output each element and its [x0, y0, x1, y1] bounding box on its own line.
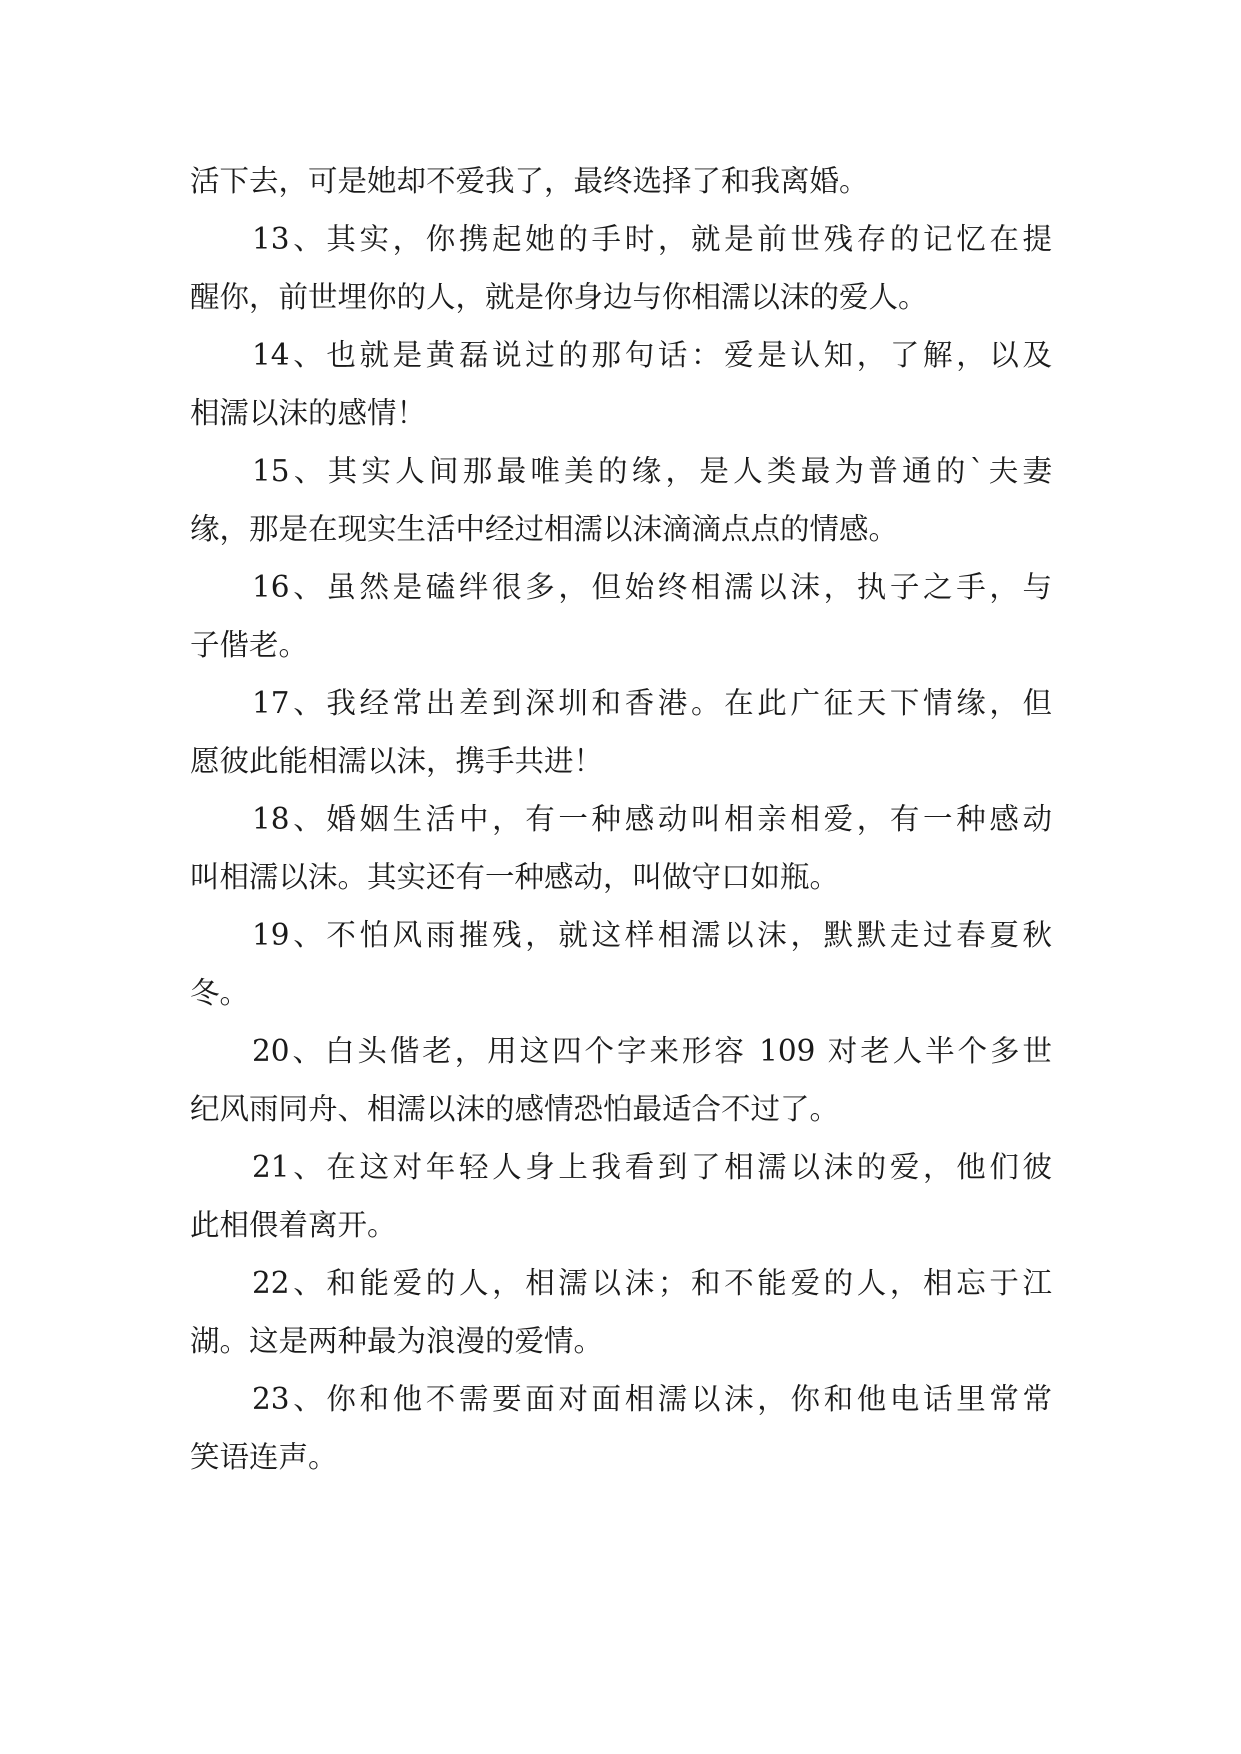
- paragraph-17-line-1: 17、我经常出差到深圳和香港。在此广征天下情缘，但: [252, 686, 1052, 720]
- paragraph-16-line-2: 子偕老。: [190, 628, 309, 662]
- paragraph-22-line-2: 湖。这是两种最为浪漫的爱情。: [190, 1324, 604, 1358]
- paragraph-19-line-1: 19、不怕风雨摧残，就这样相濡以沫，默默走过春夏秋: [252, 918, 1052, 952]
- paragraph-23-line-2: 笑语连声。: [190, 1440, 338, 1474]
- paragraph-18-line-2: 叫相濡以沫。其实还有一种感动，叫做守口如瓶。: [190, 860, 840, 894]
- document-body: [190, 152, 1052, 1486]
- paragraph-19-line-2: 冬。: [190, 976, 250, 1010]
- paragraph-14-line-2: 相濡以沫的感情！: [190, 396, 427, 430]
- paragraph-23-line-1: 23、你和他不需要面对面相濡以沫，你和他电话里常常: [252, 1382, 1052, 1416]
- paragraph-14-line-1: 14、也就是黄磊说过的那句话：爱是认知，了解，以及: [252, 338, 1052, 372]
- paragraph-18-line-1: 18、婚姻生活中，有一种感动叫相亲相爱，有一种感动: [252, 802, 1052, 836]
- paragraph-21-line-2: 此相偎着离开。: [190, 1208, 397, 1242]
- paragraph-15-line-1: 15、其实人间那最唯美的缘，是人类最为普通的`夫妻: [252, 454, 1052, 488]
- paragraph-13-line-2: 醒你，前世埋你的人，就是你身边与你相濡以沫的爱人。: [190, 280, 928, 314]
- text-line: 活下去，可是她却不爱我了，最终选择了和我离婚。: [190, 164, 869, 198]
- paragraph-13-line-1: 13、其实，你携起她的手时，就是前世残存的记忆在提: [252, 222, 1052, 256]
- paragraph-15-line-2: 缘，那是在现实生活中经过相濡以沫滴滴点点的情感。: [190, 512, 899, 546]
- paragraph-20-line-2: 纪风雨同舟、相濡以沫的感情恐怕最适合不过了。: [190, 1092, 840, 1126]
- paragraph-20-line-1: 20、白头偕老，用这四个字来形容 109 对老人半个多世: [252, 1034, 1052, 1068]
- paragraph-16-line-1: 16、虽然是磕绊很多，但始终相濡以沫，执子之手，与: [252, 570, 1052, 604]
- paragraph-17-line-2: 愿彼此能相濡以沫，携手共进！: [190, 744, 604, 778]
- paragraph-22-line-1: 22、和能爱的人，相濡以沫；和不能爱的人，相忘于江: [252, 1266, 1052, 1300]
- paragraph-21-line-1: 21、在这对年轻人身上我看到了相濡以沫的爱，他们彼: [252, 1150, 1052, 1184]
